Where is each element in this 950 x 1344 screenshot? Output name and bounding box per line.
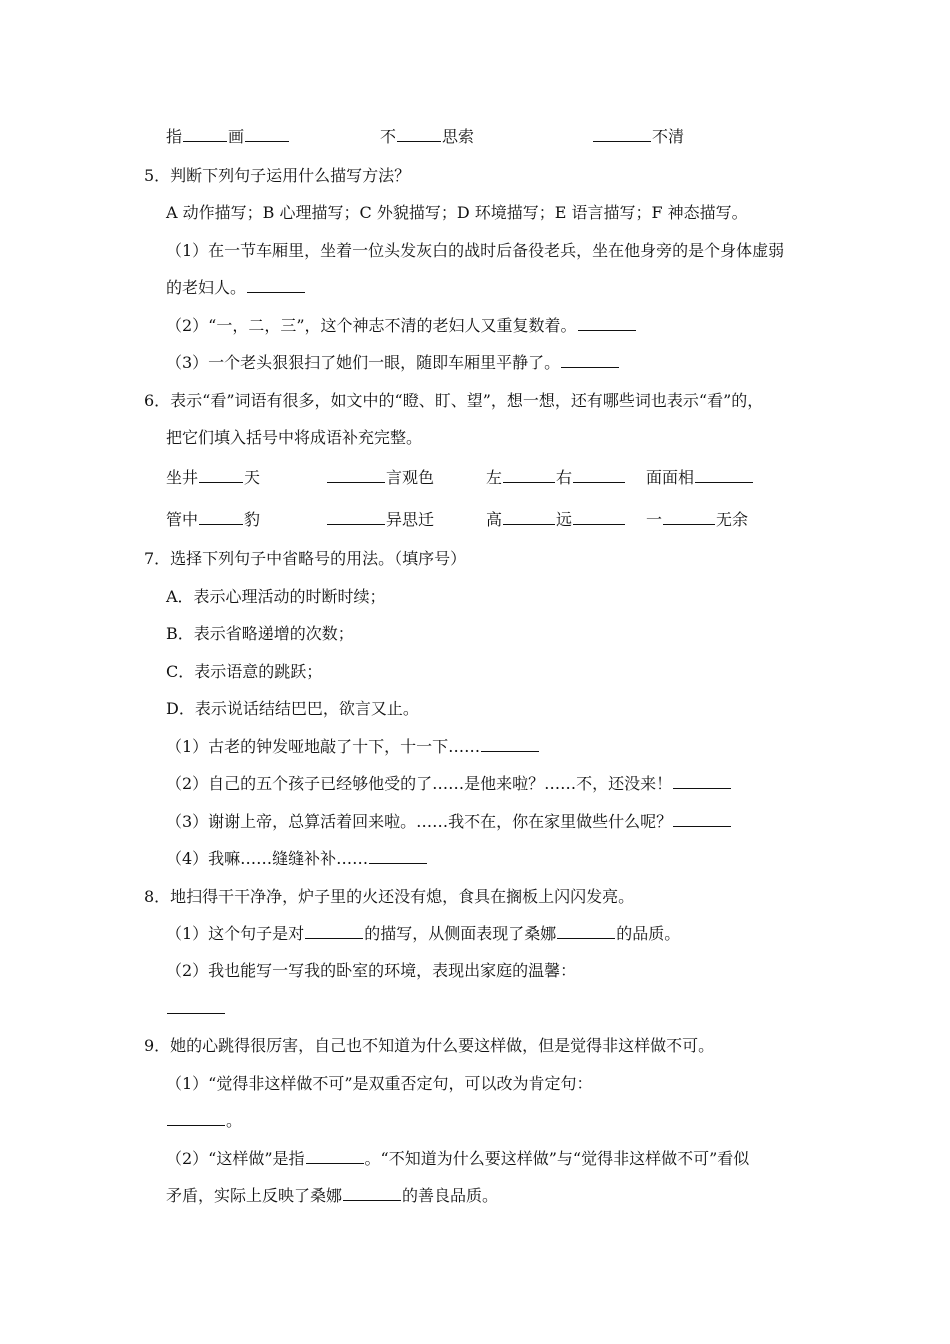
answer-blank[interactable] [199, 510, 243, 525]
q9-sentence-3: 矛盾，实际上反映了桑娜 的善良品质。 [166, 1186, 499, 1205]
q7-sentence-3: （3）谢谢上帝，总算活着回来啦。……我不在，你在家里做些什么呢？ [166, 811, 732, 833]
answer-blank[interactable] [247, 278, 305, 293]
q5-sentence-3: （3）一个老头狠狠扫了她们一眼，随即车厢里平静了。 [166, 352, 620, 374]
q7-sentence-4: （4）我嘛……缝缝补补…… [166, 848, 428, 870]
answer-blank[interactable] [343, 1186, 401, 1201]
q6-idiom: 高 远 [486, 509, 626, 531]
q6-idiom: 管中 豹 [166, 510, 261, 529]
answer-blank[interactable] [503, 510, 555, 525]
answer-blank[interactable] [369, 849, 427, 864]
q4-item-2: 不 思索 [380, 127, 475, 146]
q7-option-c: C．表示语意的跳跃； [166, 662, 323, 681]
q6-stem-a: 6．表示“看”词语有很多，如文中的“瞪、盯、望”，想一想，还有哪些词也表示“看”的， [144, 391, 764, 410]
q6-idiom: 左 右 [486, 467, 626, 489]
q9-stem: 9．她的心跳得很厉害，自己也不知道为什么要这样做，但是觉得非这样做不可。 [144, 1036, 715, 1055]
q5-options: A 动作描写；B 心理描写；C 外貌描写；D 环境描写；E 语言描写；F 神态描写。 [166, 203, 748, 222]
q6-idiom: 坐井 天 [166, 468, 261, 487]
answer-blank[interactable] [503, 468, 555, 483]
answer-blank[interactable] [673, 812, 731, 827]
answer-blank[interactable] [573, 468, 625, 483]
q6-idiom-row-1 [166, 467, 806, 489]
answer-blank[interactable] [481, 737, 539, 752]
answer-blank[interactable] [183, 127, 227, 142]
q7-option-d: D．表示说话结结巴巴，欲言又止。 [166, 699, 419, 718]
q8-answer-line [166, 998, 226, 1020]
q6-idiom: 一 无余 [646, 510, 749, 529]
q8-stem: 8．地扫得干干净净，炉子里的火还没有熄，食具在搁板上闪闪发亮。 [144, 887, 635, 906]
q7-stem: 7．选择下列句子中省略号的用法。（填序号） [144, 549, 467, 568]
q8-sentence-2: （2）我也能写一写我的卧室的环境，表现出家庭的温馨： [166, 961, 577, 980]
answer-blank[interactable] [199, 468, 243, 483]
answer-blank[interactable] [306, 1149, 364, 1164]
answer-blank[interactable] [167, 1111, 225, 1126]
answer-blank[interactable] [245, 127, 289, 142]
q9-sentence-2: （2）“这样做”是指 。“不知道为什么要这样做”与“觉得非这样做不可”看似 [166, 1149, 750, 1168]
q7-option-b: B．表示省略递增的次数； [166, 624, 354, 643]
q6-stem-b: 把它们填入括号中将成语补充完整。 [166, 428, 423, 447]
answer-blank[interactable] [593, 127, 651, 142]
q6-idiom: 面面相 [646, 467, 754, 489]
q7-sentence-2: （2）自己的五个孩子已经够他受的了……是他来啦？……不，还没来！ [166, 773, 732, 795]
q8-sentence-1: （1）这个句子是对 的描写，从侧面表现了桑娜 的品质。 [166, 924, 681, 943]
answer-blank[interactable] [397, 127, 441, 142]
answer-blank[interactable] [167, 999, 225, 1014]
answer-blank[interactable] [663, 510, 715, 525]
q5-sentence-1a: （1）在一节车厢里，坐着一位头发灰白的战时后备役老兵，坐在他身旁的是个身体虚弱 [166, 241, 785, 260]
q5-stem: 5．判断下列句子运用什么描写方法？ [144, 166, 411, 185]
answer-blank[interactable] [573, 510, 625, 525]
answer-blank[interactable] [695, 468, 753, 483]
answer-blank[interactable] [327, 468, 385, 483]
q4-item-1: 指 画 [166, 126, 290, 148]
q5-sentence-2: （2）“一，二，三”，这个神志不清的老妇人又重复数着。 [166, 315, 637, 337]
q4-item-3: 不清 [592, 126, 684, 148]
q7-sentence-1: （1）古老的钟发哑地敲了十下，十一下…… [166, 736, 540, 758]
q9-sentence-1: （1）“觉得非这样做不可”是双重否定句，可以改为肯定句： [166, 1074, 593, 1093]
q6-idiom: 异思迁 [326, 509, 434, 531]
answer-blank[interactable] [557, 924, 615, 939]
q9-answer-line: 。 [166, 1110, 242, 1132]
q5-sentence-1b: 的老妇人。 [166, 277, 306, 299]
answer-blank[interactable] [327, 510, 385, 525]
q6-idiom: 言观色 [326, 467, 434, 489]
q7-option-a: A．表示心理活动的时断时续； [166, 587, 386, 606]
answer-blank[interactable] [578, 316, 636, 331]
answer-blank[interactable] [561, 353, 619, 368]
answer-blank[interactable] [673, 774, 731, 789]
q6-idiom-row-2 [166, 509, 806, 531]
answer-blank[interactable] [305, 924, 363, 939]
